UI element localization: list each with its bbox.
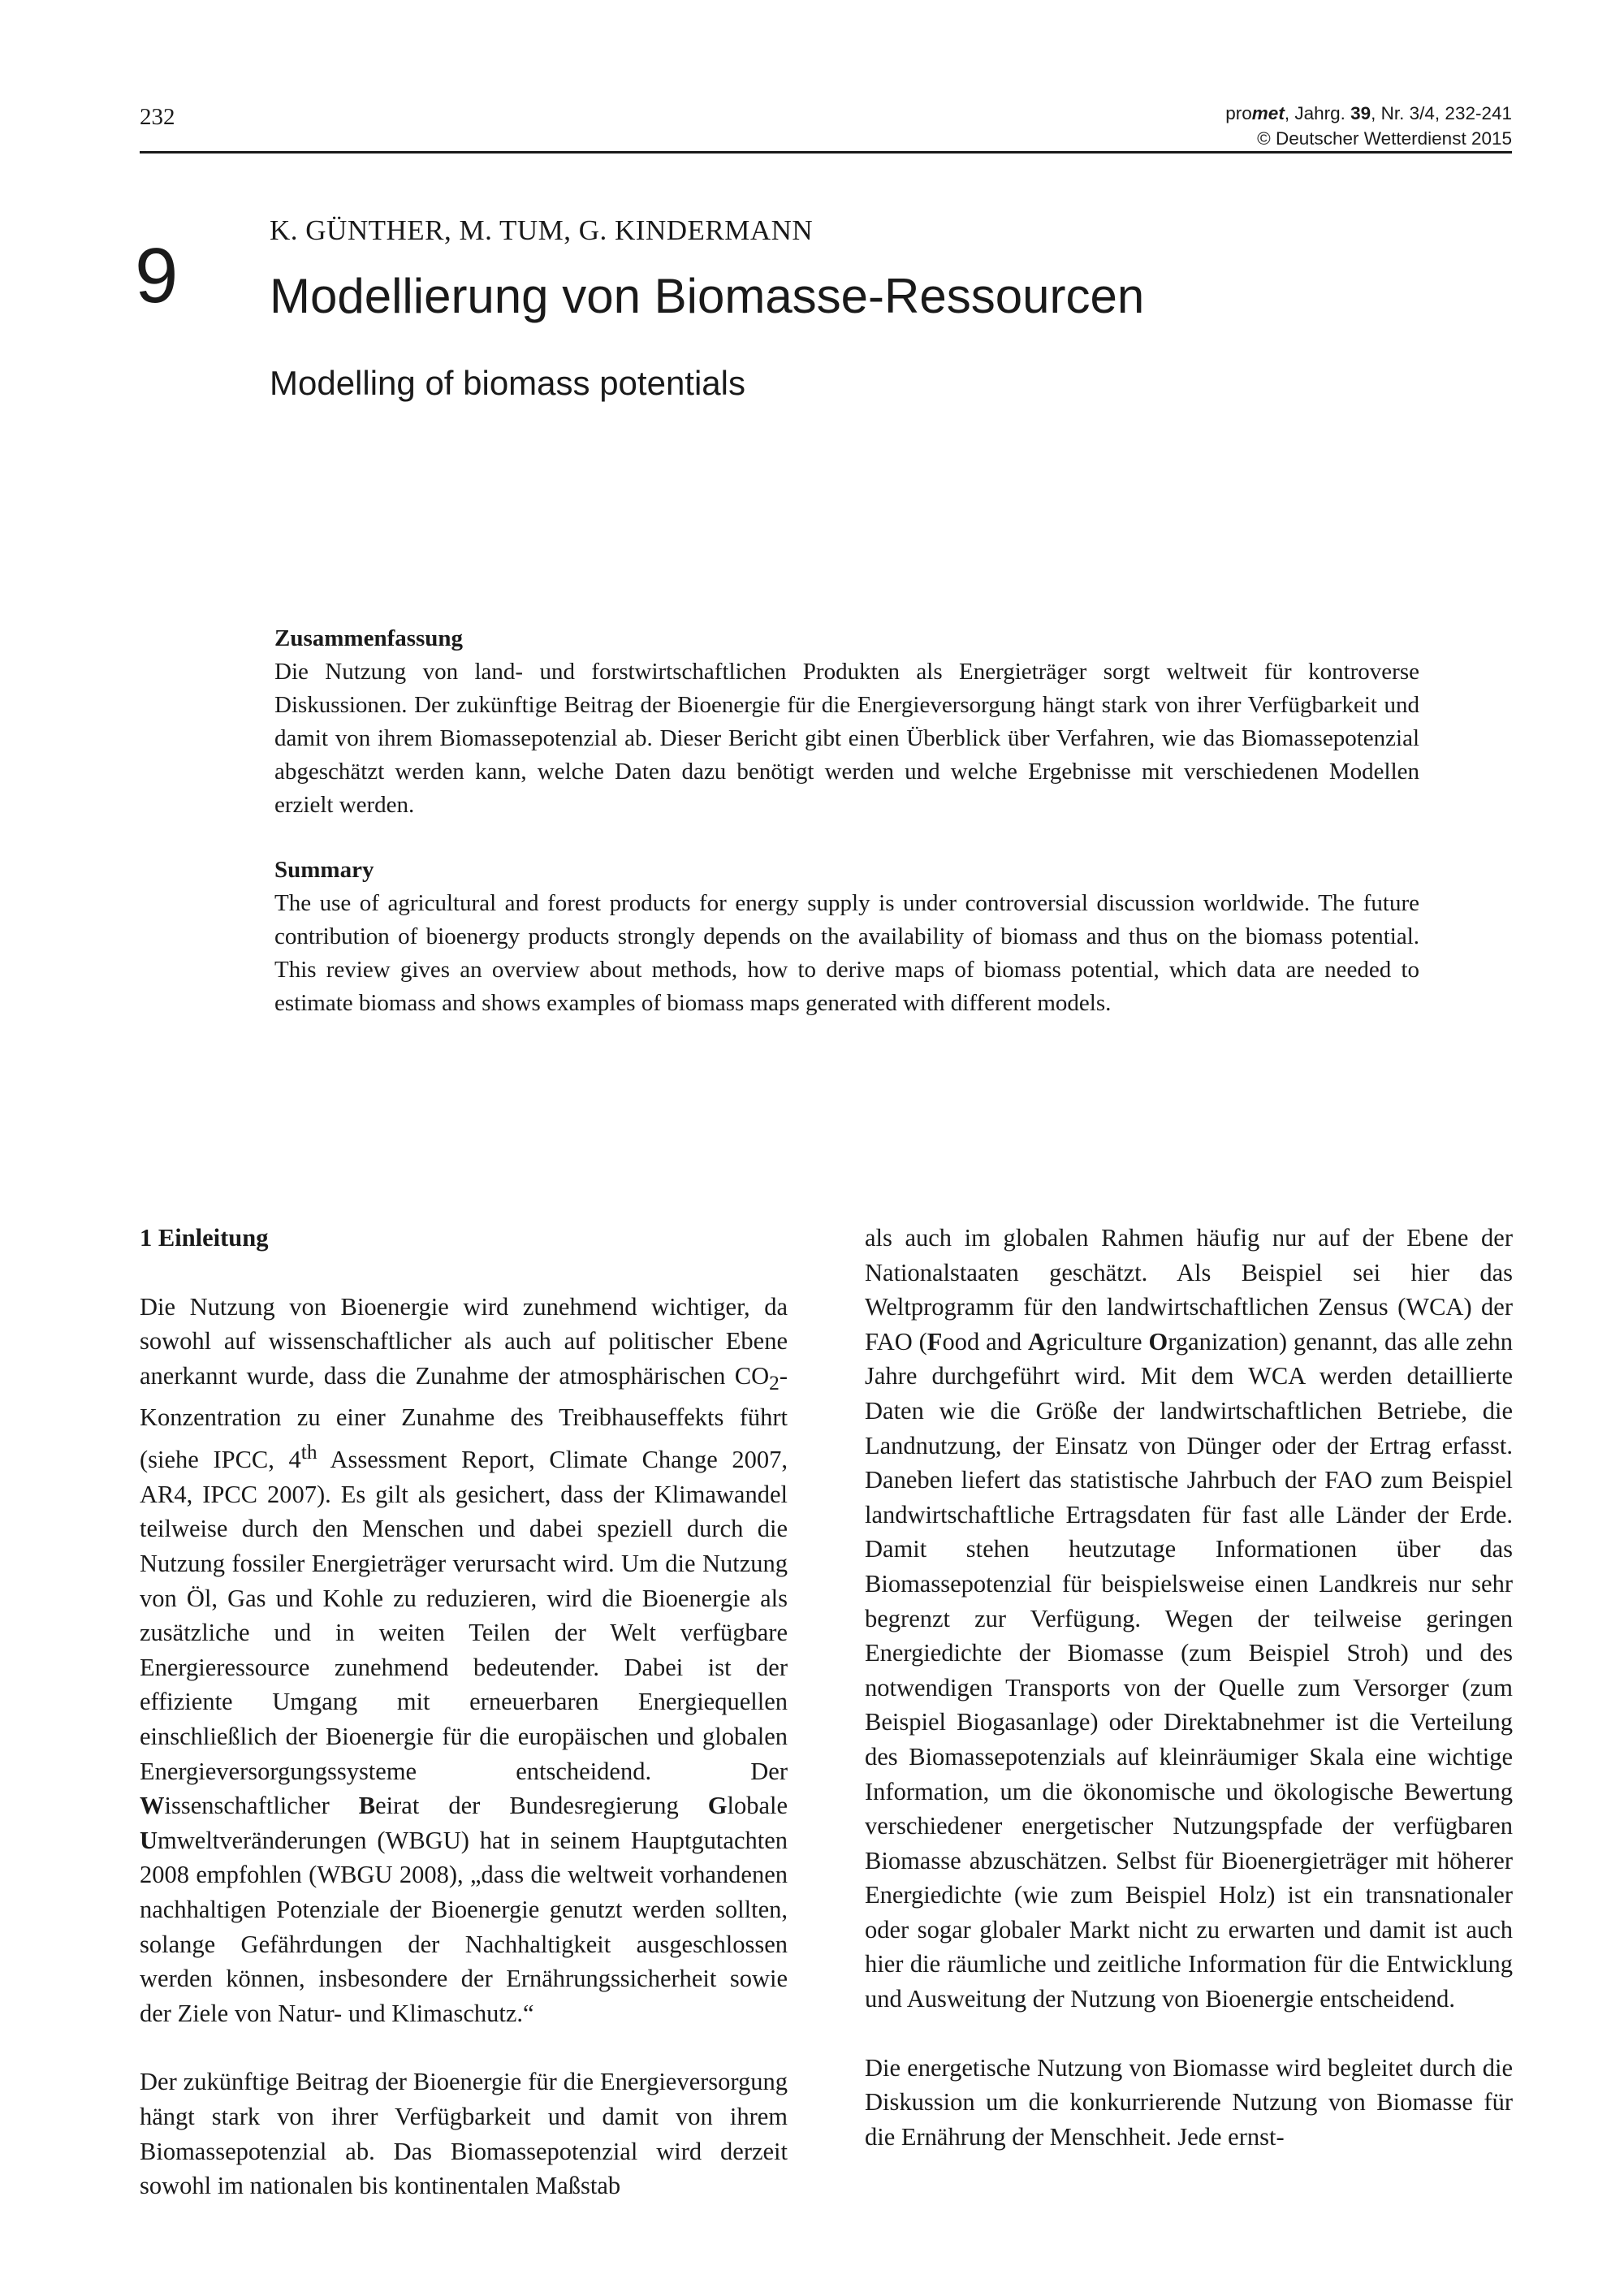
page-number: 232: [140, 104, 175, 130]
body-column-right: [865, 1221, 1513, 2154]
copyright: © Deutscher Wetterdienst 2015: [1257, 128, 1512, 149]
authors: K. GÜNTHER, M. TUM, G. KINDERMANN: [270, 214, 814, 246]
article-subtitle: Modelling of biomass potentials: [270, 364, 745, 402]
body-paragraph: Der zukünftige Beitrag der Bioenergie für die Energieversorgung hängt stark von ihrer Verfügbarkeit und damit von ihrem Biomassepotenzial ab. Das Biomassepotenzial wird derzeit sowohl im nationalen bis kontinentalen Maßstab: [140, 2068, 788, 2200]
journal-reference: [1225, 101, 1512, 151]
abstract-german-text: Die Nutzung von land- und forstwirtschaftlichen Produkten als Energieträger sorgt weltweit für kontroverse Diskussionen. Der zukünftige Beitrag der Bioenergie für die Energieversorgung hängt stark von ihrer Verfügbarkeit und damit von ihrem Biomassepotenzial ab. Dieser Bericht gibt einen Überblick über Verfahren, wie das Biomassepotenzial abgeschätzt werden kann, welche Daten dazu benötigt werden und welche Ergebnisse mit verschiedenen Modellen erzielt werden.: [274, 659, 1419, 818]
abstract-english-text: The use of agricultural and forest products for energy supply is under controversial discussion worldwide. The future contribution of bioenergy products strongly depends on the availability of biomass and thus on the biomass potential. This review gives an overview about methods, how to derive maps of biomass potential, which data are needed to estimate biomass and shows examples of biomass maps generated with different models.: [274, 890, 1419, 1016]
body-paragraph: als auch im globalen Rahmen häufig nur auf der Ebene der Nationalstaaten geschätzt. Als Beispiel sei hier das Weltprogramm für den landwirtschaftlichen Zensus (WCA) der FAO (Food and Agriculture Organization) genannt, das alle zehn Jahre durchgeführt wird. Mit dem WCA werden detaillierte Daten wie die Größe der landwirtschaftlichen Betriebe, die Landnutzung, der Einsatz von Dünger oder der Ertrag erfasst. Daneben liefert das statistische Jahrbuch der FAO zum Beispiel landwirtschaftliche Ertragsdaten für fast alle Länder der Erde. Damit stehen heutzutage Informationen über das Biomassepotenzial für beispielsweise einen Landkreis nur sehr begrenzt zur Verfügung. Wegen der teilweise geringen Energiedichte der Biomasse (zum Beispiel Stroh) und des notwendigen Transports von der Quelle zum Versorger (zum Beispiel Biogasanlage) oder Direktabnehmer ist die Verteilung des Biomassepotenzials auf kleinräumiger Skala eine wichtige Information, um die ökonomische und ökologische Bewertung verschiedener energetischer Nutzungspfade der verfügbaren Biomasse abzuschätzen. Selbst für Bioenergieträger mit höherer Energiedichte (wie zum Beispiel Holz) ist ein transnationaler oder sogar globaler Markt nicht zu erwarten und damit ist auch hier die räumliche und zeitliche Information für die Entwicklung und Ausweitung der Nutzung von Bioenergie entscheidend.: [865, 1224, 1513, 2013]
abstract-german-heading: Zusammenfassung: [274, 625, 464, 651]
body-paragraph: Die energetische Nutzung von Biomasse wird begleitet durch die Diskussion um die konkurrierende Nutzung von Biomasse für die Ernährung der Menschheit. Jede ernst-: [865, 2053, 1513, 2151]
section-heading: 1 Einleitung: [140, 1224, 269, 1252]
article-title: Modellierung von Biomasse-Ressourcen: [270, 269, 1145, 323]
body-paragraph: Die Nutzung von Bioenergie wird zunehmend wichtiger, da sowohl auf wissenschaftlicher als auch auf politischer Ebene anerkannt wurde, dass die Zunahme der atmosphärischen $CO_2$-Konzentration zu einer Zunahme des Treibhauseffekts führt (siehe IPCC, 4th Assessment Report, Climate Change 2007, AR4, IPCC 2007). Es gilt als gesichert, dass der Klimawandel teilweise durch den Menschen und dabei speziell durch die Nutzung fossiler Energieträger verursacht wird. Um die Nutzung von Öl, Gas und Kohle zu reduzieren, wird die Bioenergie als zusätzliche und in weiten Teilen der Welt verfügbare Energieressource zunehmend bedeutender. Dabei ist der effiziente Umgang mit erneuerbaren Energiequellen einschließlich der Bioenergie für die europäischen und globalen Energieversorgungssysteme entscheidend. Der Wissenschaftlicher Beirat der Bundesregierung Globale Umweltveränderungen (WBGU) hat in seinem Hauptgutachten 2008 empfohlen (WBGU 2008), „dass die weltweit vorhandenen nachhaltigen Potenziale der Bioenergie genutzt werden sollten, solange Gefährdungen der Nachhaltigkeit ausgeschlossen werden können, insbesondere der Ernährungssicherheit sowie der Ziele von Natur- und Klimaschutz.“: [140, 1292, 788, 2027]
abstract-german: [274, 622, 1419, 822]
abstract-english-heading: Summary: [274, 857, 374, 883]
chapter-number: 9: [135, 232, 179, 319]
journal-citation: promet, Jahrg. 39, Nr. 3/4, 232-241: [1225, 103, 1512, 123]
body-column-left: [140, 1221, 788, 2203]
header-rule: [140, 151, 1512, 153]
abstract-english: [274, 854, 1419, 1020]
